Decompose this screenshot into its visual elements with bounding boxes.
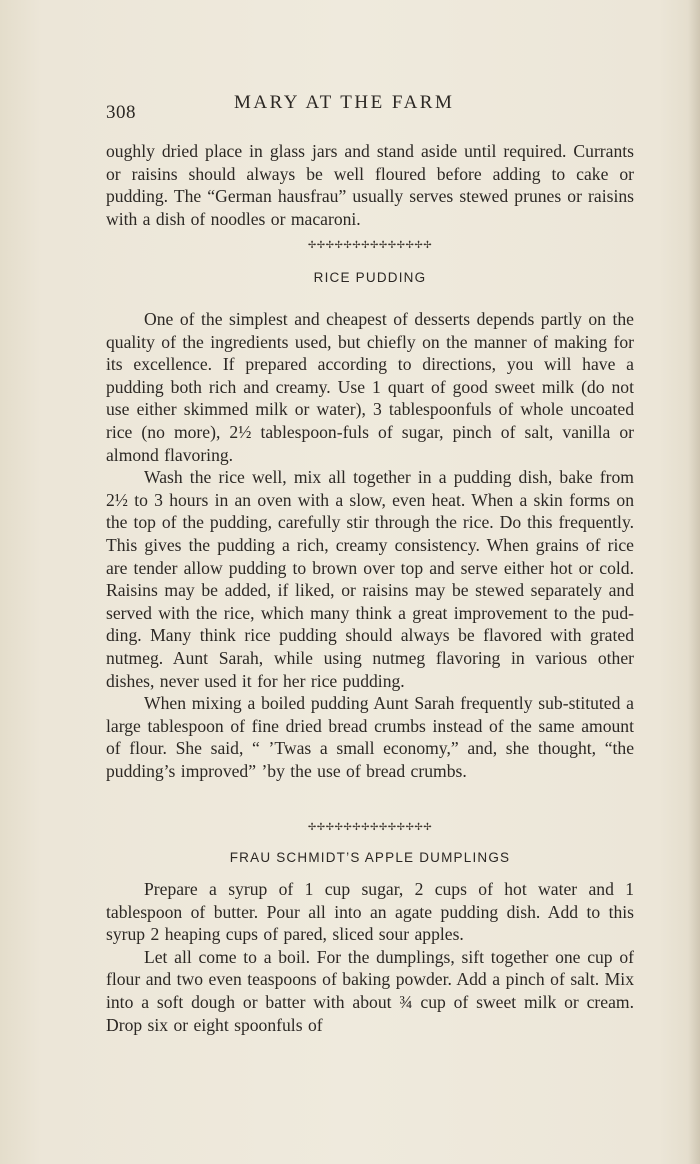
rice-pudding-paragraph-2: Wash the rice well, mix all together in a pudding dish, bake from 2½ to 3 hours in an oven with a slow, even heat. When a skin forms on the top of the pudding, carefully stir through the rice. Do this frequently. This gives the pudding a rich, creamy consistency. When grains of rice are tender allow pudding to brown over top and serve either hot or cold. Raisins may be added, if liked, or raisins may be stewed separately and served with the rice, which many think a great improvement to the pud-ding. Many think rice pudding should always be flavored with grated nutmeg. Aunt Sarah, while using nutmeg flavoring in various other dishes, never used it for her rice pudding.: [106, 467, 634, 691]
ornament-divider-1: ✢✢✢✢✢✢✢✢✢✢✢✢✢✢: [307, 240, 433, 251]
opening-paragraph: oughly dried place in glass jars and stand aside until required. Currants or raisins should always be well floured before adding to cake or pudding. The “German hausfrau” usually serves stewed prunes or raisins with a dish of noodles or macaroni.: [106, 141, 634, 229]
apple-dumplings-text: [106, 878, 634, 1036]
rice-pudding-paragraph-3: When mixing a boiled pudding Aunt Sarah frequently sub-stituted a large tablespoon of fine dried bread crumbs instead of the same amount of flour. She said, “ ’Twas a small economy,” and, she thought, “the pudding’s improved” ’by the use of bread crumbs.: [106, 693, 634, 781]
section-title-rice-pudding: RICE PUDDING: [313, 270, 427, 285]
page-number: 308: [106, 102, 136, 123]
apple-dumplings-paragraph-1: Prepare a syrup of 1 cup sugar, 2 cups of hot water and 1 tablespoon of butter. Pour all into an agate pudding dish. Add to this syrup 2 heaping cups of pared, sliced sour apples.: [106, 879, 634, 945]
page-header: [106, 92, 636, 122]
rice-pudding-paragraph-1: One of the simplest and cheapest of desserts depends partly on the quality of the ingredients used, but chiefly on the manner of making for its excellence. If prepared according to directions, you will have a pudding both rich and creamy. Use 1 quart of good sweet milk (do not use either skimmed milk or water), 3 tablespoonfuls of whole uncoated rice (no more), 2½ tablespoon-fuls of sugar, pinch of salt, vanilla or almond flavoring.: [106, 309, 634, 465]
section-title-apple-dumplings: FRAU SCHMIDT’S APPLE DUMPLINGS: [229, 850, 511, 865]
ornament-divider-2: ✢✢✢✢✢✢✢✢✢✢✢✢✢✢: [307, 822, 433, 833]
opening-paragraph-block: [106, 140, 634, 230]
rice-pudding-text: [106, 308, 634, 782]
apple-dumplings-paragraph-2: Let all come to a boil. For the dumplings, sift together one cup of flour and two even teaspoons of baking powder. Add a pinch of salt. Mix into a soft dough or batter with about ¾ cup of sweet milk or cream. Drop six or eight spoonfuls of: [106, 946, 634, 1035]
running-head: MARY AT THE FARM: [234, 92, 455, 113]
page-edge-shadow: [688, 0, 700, 1164]
